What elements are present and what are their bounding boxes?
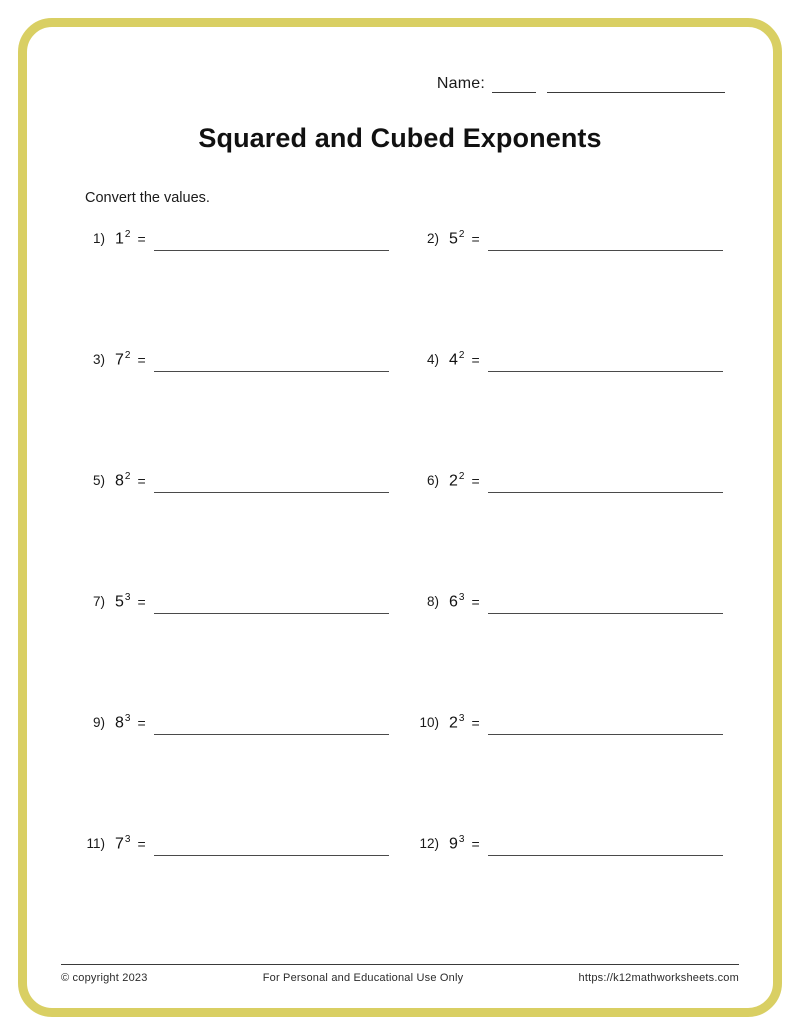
equals-sign: =: [471, 715, 480, 731]
problem-number: 9): [92, 715, 105, 730]
website-link[interactable]: https://k12mathworksheets.com: [578, 972, 739, 984]
problem-base: 8: [115, 714, 124, 732]
instructions-text: Convert the values.: [85, 190, 210, 206]
problem-item: [71, 825, 395, 946]
problem-item: [405, 341, 729, 462]
answer-blank[interactable]: [488, 591, 723, 614]
problem-base: 7: [115, 835, 124, 853]
problem-item: [71, 341, 395, 462]
problem-exponent: 2: [458, 229, 465, 240]
answer-blank[interactable]: [488, 833, 723, 856]
answer-blank[interactable]: [488, 712, 723, 735]
problem-item: [71, 220, 395, 341]
problem-exponent: 2: [458, 471, 465, 482]
equals-sign: =: [471, 231, 480, 247]
answer-blank[interactable]: [488, 470, 723, 493]
answer-blank[interactable]: [154, 228, 389, 251]
equals-sign: =: [471, 352, 480, 368]
equals-sign: =: [137, 836, 146, 852]
problem-exponent: 3: [124, 592, 131, 603]
page-title: Squared and Cubed Exponents: [198, 123, 602, 153]
problem-expression: [449, 591, 464, 611]
answer-blank[interactable]: [154, 349, 389, 372]
footer-row: [61, 972, 739, 984]
equals-sign: =: [137, 715, 146, 731]
name-input[interactable]: [547, 77, 725, 93]
problem-base: 5: [449, 230, 458, 248]
problem-base: 5: [115, 593, 124, 611]
equals-sign: =: [137, 594, 146, 610]
equals-sign: =: [471, 594, 480, 610]
problem-exponent: 3: [458, 713, 465, 724]
problem-grid: [71, 220, 729, 946]
answer-blank[interactable]: [154, 833, 389, 856]
problem-expression: [115, 228, 130, 248]
answer-blank[interactable]: [488, 349, 723, 372]
problem-exponent: 3: [124, 713, 131, 724]
worksheet-sheet: [18, 18, 782, 1017]
problem-expression: [449, 349, 464, 369]
equals-sign: =: [471, 836, 480, 852]
problem-expression: [449, 833, 464, 853]
problem-base: 9: [449, 835, 458, 853]
problem-base: 1: [115, 230, 124, 248]
problem-item: [405, 583, 729, 704]
problem-number: 4): [426, 352, 439, 367]
problem-item: [405, 220, 729, 341]
problem-base: 6: [449, 593, 458, 611]
problem-item: [71, 583, 395, 704]
problem-expression: [115, 591, 130, 611]
problem-expression: [115, 349, 130, 369]
problem-expression: [449, 228, 464, 248]
problem-number: 11): [86, 836, 105, 851]
name-label: Name:: [436, 75, 485, 92]
equals-sign: =: [137, 473, 146, 489]
problem-exponent: 3: [124, 834, 131, 845]
usage-text: For Personal and Educational Use Only: [262, 972, 464, 984]
problem-number: 8): [426, 594, 439, 609]
problem-exponent: 2: [124, 350, 131, 361]
answer-blank[interactable]: [154, 470, 389, 493]
problem-number: 5): [92, 473, 105, 488]
problem-expression: [449, 712, 464, 732]
copyright-text: © copyright 2023: [61, 972, 148, 984]
answer-blank[interactable]: [154, 591, 389, 614]
problem-exponent: 3: [458, 834, 465, 845]
equals-sign: =: [471, 473, 480, 489]
problem-base: 2: [449, 714, 458, 732]
problem-number: 6): [426, 473, 439, 488]
problem-number: 7): [92, 594, 105, 609]
answer-blank[interactable]: [154, 712, 389, 735]
problem-expression: [115, 712, 130, 732]
problem-number: 2): [426, 231, 439, 246]
problem-base: 7: [115, 351, 124, 369]
problem-base: 2: [449, 472, 458, 490]
answer-blank[interactable]: [488, 228, 723, 251]
problem-number: 3): [92, 352, 105, 367]
problem-exponent: 3: [458, 592, 465, 603]
problem-item: [71, 462, 395, 583]
equals-sign: =: [137, 352, 146, 368]
problem-expression: [115, 470, 130, 490]
problem-expression: [449, 470, 464, 490]
problem-item: [71, 704, 395, 825]
problem-exponent: 2: [458, 350, 465, 361]
problem-number: 12): [419, 836, 439, 851]
footer-divider: [61, 964, 739, 965]
problem-item: [405, 825, 729, 946]
problem-number: 10): [419, 715, 439, 730]
problem-exponent: 2: [124, 229, 131, 240]
problem-item: [405, 704, 729, 825]
problem-base: 4: [449, 351, 458, 369]
problem-expression: [115, 833, 130, 853]
page-footer: [61, 964, 739, 984]
problem-item: [405, 462, 729, 583]
problem-base: 8: [115, 472, 124, 490]
name-field-row: [71, 75, 725, 93]
problem-exponent: 2: [124, 471, 131, 482]
problem-number: 1): [92, 231, 105, 246]
equals-sign: =: [137, 231, 146, 247]
name-input-short[interactable]: [492, 77, 536, 93]
